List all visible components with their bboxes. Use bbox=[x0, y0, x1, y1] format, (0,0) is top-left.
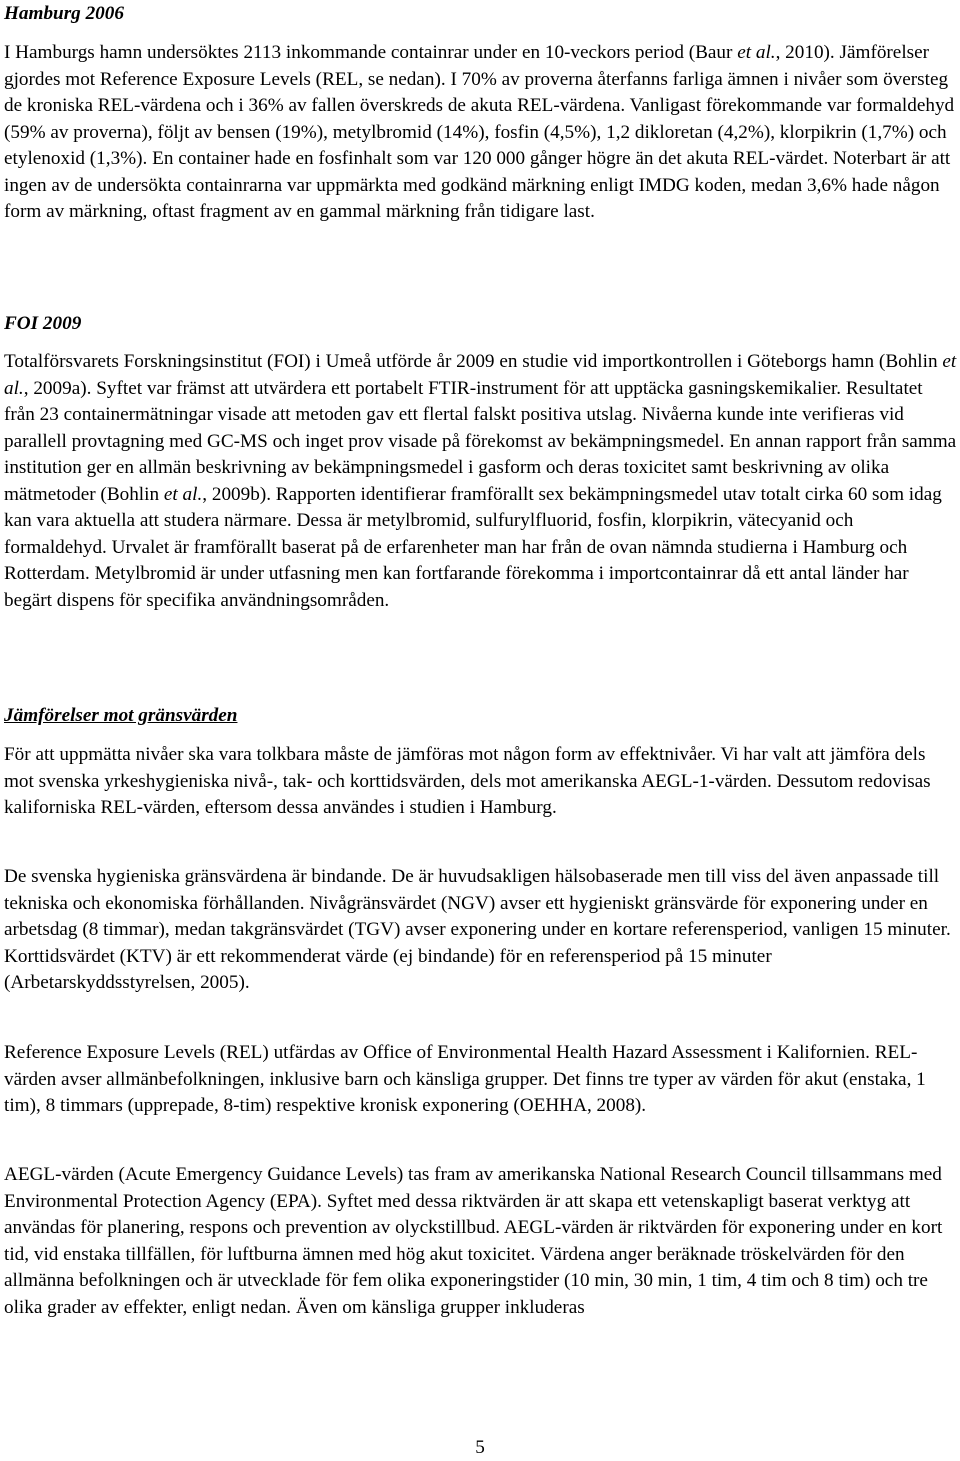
section-heading-hamburg-2006: Hamburg 2006 bbox=[4, 3, 124, 24]
text-run-italic: et al. bbox=[163, 483, 203, 505]
page-number: 5 bbox=[475, 1437, 485, 1458]
text-run: Totalförsvarets Forskningsinstitut (FOI) i Umeå utförde år 2009 en studie vid importkontrollen i Göteborgs hamn (Bohlin bbox=[4, 351, 943, 372]
text-run: I Hamburgs hamn undersöktes 2113 inkommande containrar under en 10-veckors period (Baur bbox=[4, 42, 738, 63]
paragraph-svenska-gransvarden: De svenska hygieniska gränsvärdena är bindande. De är huvudsakligen hälsobaserade men till viss del även anpassade till tekniska och ekonomiska förhållanden. Nivågränsvärdet (NGV) avser ett hygieniskt gränsvärde för exponering under en arbetsdag (8 timmar), medan takgränsvärdet (TGV) avser exponering under en kortare referensperiod, vanligen 15 minuter. Korttidsvärdet (KTV) är ett rekommenderat värde (ej bindande) för en referensperiod på 15 minuter (Arbetarskyddsstyrelsen, 2005). bbox=[4, 866, 951, 993]
text-run: , 2010). Jämförelser gjordes mot Reference Exposure Levels (REL, se nedan). I 70% av proverna återfanns farliga ämnen i nivåer som översteg de kroniska REL-värdena och i 36% av fallen överskreds de akuta REL-värdena. Vanligast förekommande var formaldehyd (59% av proverna), följt av bensen (19%), metylbromid (14%), fosfin (4,5%), 1,2 dikloretan (4,2%), klorpikrin (1,7%) och etylenoxid (1,3%). En container hade en fosfinhalt som var 120 000 gånger högre än det akuta REL-värdet. Noterbart är att ingen av de undersökta containrarna var uppmärkta med godkänd märkning enligt IMDG koden, medan 3,6% hade någon form av märkning, oftast fragment av en gammal märkning från tidigare last. bbox=[4, 42, 955, 222]
text-run-italic: et al. bbox=[4, 351, 957, 399]
text-run-italic: et al. bbox=[737, 42, 776, 63]
section-heading-foi-2009: FOI 2009 bbox=[4, 313, 82, 334]
paragraph-effektnivaer: För att uppmätta nivåer ska vara tolkbara måste de jämföras mot någon form av effektnivåer. Vi har valt att jämföra dels mot svenska yrkeshygieniska nivå-, tak- och korttidsvärden, dels mot amerikanska AEGL-1-värden. Dessutom redovisas kaliforniska REL-värden, eftersom dessa användes i studien i Hamburg. bbox=[4, 744, 931, 818]
paragraph-hamburg-2006 bbox=[4, 40, 958, 226]
paragraph-aegl: AEGL-värden (Acute Emergency Guidance Levels) tas fram av amerikanska National Research Council tillsammans med Environmental Protection Agency (EPA). Syftet med dessa riktvärden är att skapa ett vetenskapligt baserat verktyg att användas för planering, respons och prevention av olyckstillbud. AEGL-värden är riktvärden för exponering under en kort tid, vid enstaka tillfällen, för luftburna ämnen med hög akut toxicitet. Värdena anger beräknade tröskelvärden för den allmänna befolkningen och är utvecklade för fem olika exponeringstider (10 min, 30 min, 1 tim, 4 tim och 8 tim) och tre olika grader av effekter, enligt nedan. Även om känsliga grupper inkluderas bbox=[4, 1164, 943, 1318]
text-run: , 2009b). Rapporten identifierar framförallt sex bekämpningsmedel utav totalt cirka 60 som idag kan vara aktuella att studera närmare. Dessa är metylbromid, sulfurylfluorid, fosfin, klorpikrin, vätecyanid och formaldehyd. Urvalet är framförallt baserat på de erfarenheter man har från de ovan nämnda studierna i Hamburg och Rotterdam. Metylbromid är under utfasning men kan fortfarande förekomma i importcontainrar då ett antal länder har begärt dispens för specifika användningsområden. bbox=[4, 483, 942, 611]
section-heading-jamforelser: Jämförelser mot gränsvärden bbox=[4, 705, 238, 726]
paragraph-foi-2009 bbox=[4, 349, 958, 614]
text-run: , 2009a). Syftet var främst att utvärdera ett portabelt FTIR-instrument för att upptäcka gasningskemikalier. Resultatet från 23 containermätningar visade att metoden gav ett flertal falskt positiva utslag. Nivåerna kunde inte verifieras vid parallell provtagning med GC-MS och inget prov visade på förekomst av bekämpningsmedel. En annan rapport från samma institution ger en allmän beskrivning av bekämpningsmedel i gasform och deras toxicitet samt beskrivning av olika mätmetoder (Bohlin bbox=[4, 377, 957, 505]
paragraph-rel: Reference Exposure Levels (REL) utfärdas av Office of Environmental Health Hazard Assessment i Kalifornien. REL-värden avser allmänbefolkningen, inklusive barn och känsliga grupper. Det finns tre typer av värden för akut (enstaka, 1 tim), 8 timmars (upprepade, 8-tim) respektive kronisk exponering (OEHHA, 2008). bbox=[4, 1042, 926, 1116]
